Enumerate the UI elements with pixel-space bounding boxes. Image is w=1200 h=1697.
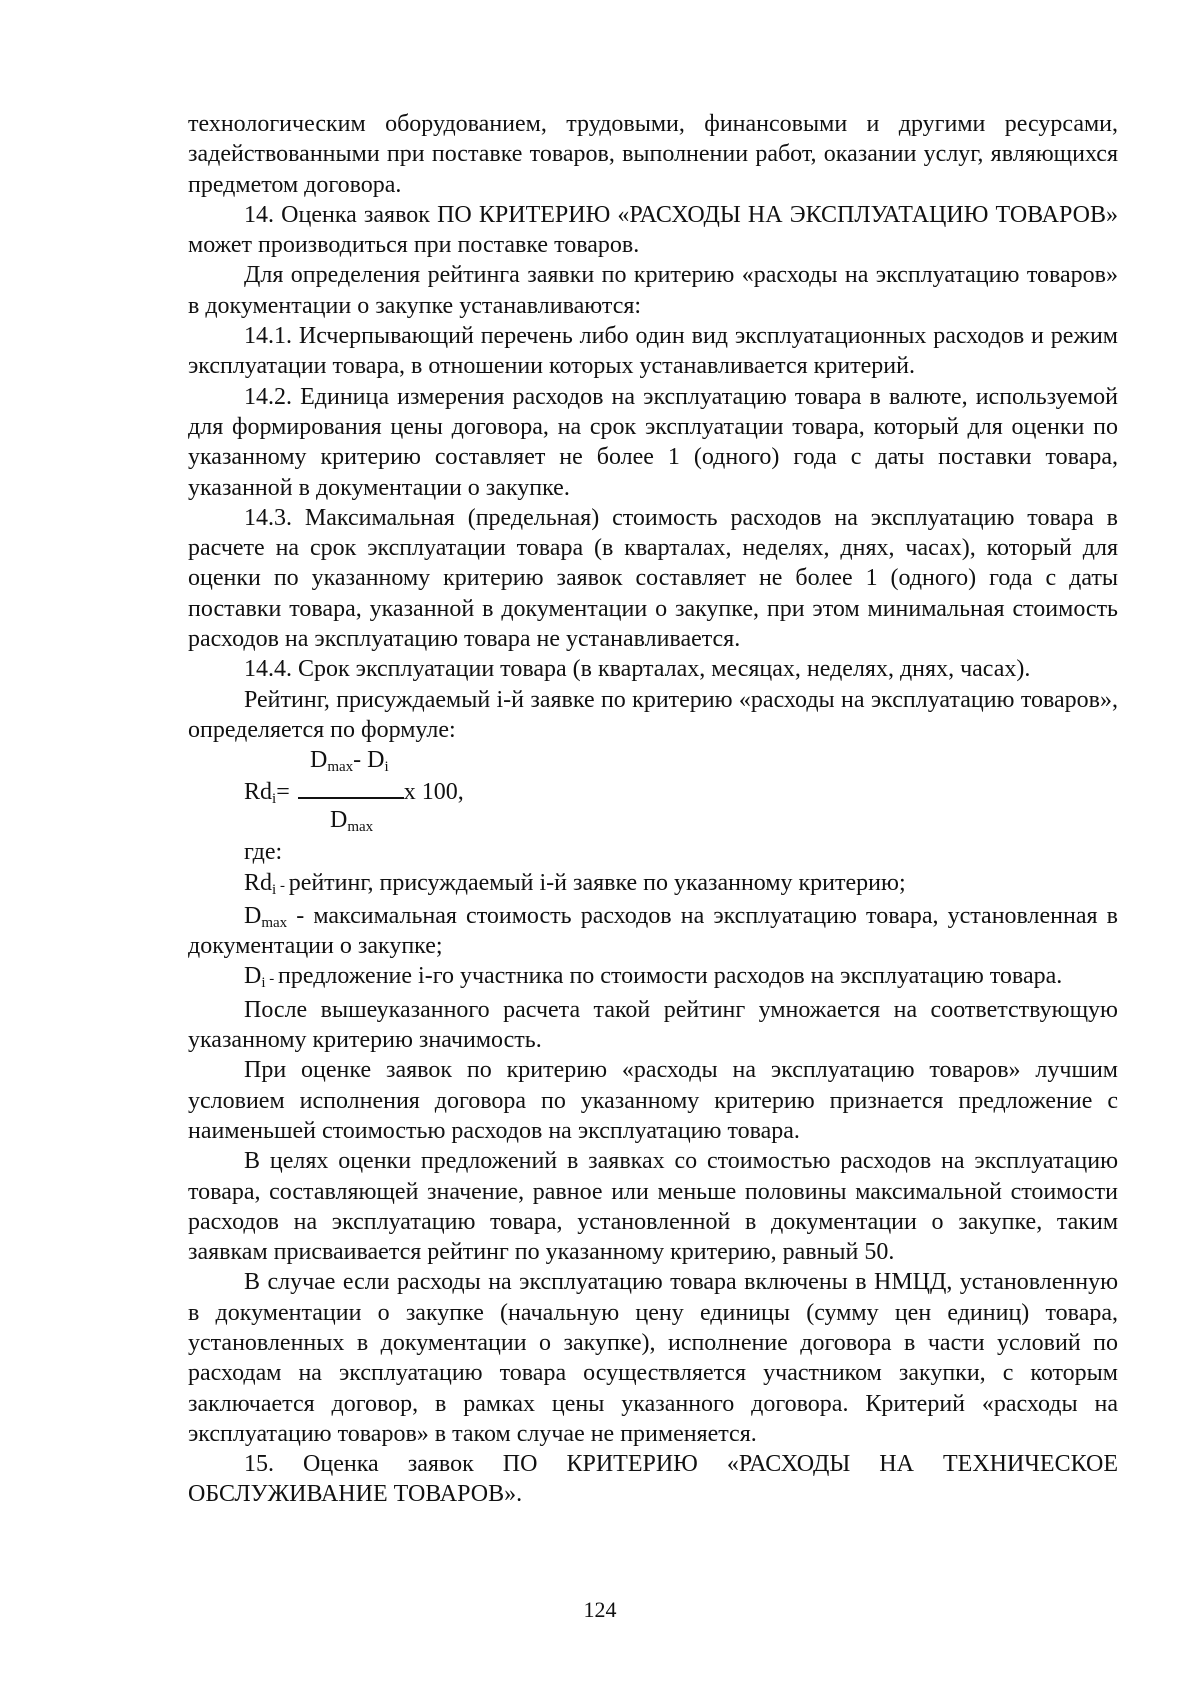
formula-minus: - [353,747,368,774]
formula-times: x 100, [403,779,464,806]
paragraph: Для определения рейтинга заявки по критерию «расходы на эксплуатацию товаров» в документации о закупке устанавливаются: [188,262,1118,319]
symbol-i-sub: i [272,881,277,898]
separator: - [287,902,314,929]
where-label: где: [244,839,283,866]
formula-d: D [367,747,385,774]
page-number: 124 [583,1597,617,1622]
rating-formula [188,745,1118,837]
formula-d: D [330,807,348,834]
definition-dmax [188,901,1118,962]
paragraph: При оценке заявок по критерию «расходы на эксплуатацию товаров» лучшим условием исполнения договора по указанному критерию признается предложение с наименьшей стоимостью расходов на эксплуатацию товара. [188,1057,1118,1144]
separator: - [265,971,279,988]
formula-max-sub: max [327,759,354,776]
paragraph: 14.4. Срок эксплуатации товара (в кварталах, месяцах, неделях, днях, часах). [244,656,1031,683]
paragraph: В целях оценки предложений в заявках со стоимостью расходов на эксплуатацию товара, составляющей значение, равное или меньше половины максимальной стоимости расходов на эксплуатацию товара, установленной в документации о закупке, таким заявкам присваивается рейтинг по указанному критерию, равный 50. [188,1148,1118,1266]
formula-numerator [310,745,389,775]
symbol-d: D [244,963,262,990]
fraction-bar [298,775,404,799]
paragraph: технологическим оборудованием, трудовыми, финансовыми и другими ресурсами, задействованными при поставке товаров, выполнении работ, оказании услуг, являющихся предметом договора. [188,111,1118,198]
paragraph: Рейтинг, присуждаемый i-й заявке по критерию «расходы на эксплуатацию товаров», определяется по формуле: [188,686,1118,743]
formula-lhs [244,775,464,807]
paragraph: После вышеуказанного расчета такой рейтинг умножается на соответствующую указанному критерию значимость. [188,996,1118,1054]
symbol-max-sub: max [261,914,288,931]
formula-i-sub: i [384,759,389,776]
definition-text: предложение i-го участника по стоимости расходов на эксплуатацию товара. [278,963,1063,990]
formula-rd: Rd [244,779,273,806]
paragraph: В случае если расходы на эксплуатацию товара включены в НМЦД, установленную в документации о закупке (начальную цену единицы (сумму цен единиц) товара, установленных в документации о закупке), исполнение договора в части условий по расходам на эксплуатацию товара осуществляется участником закупки, с которым заключается договор, в рамках цены указанного договора. Критерий «расходы на эксплуатацию товаров» в таком случае не применяется. [188,1269,1118,1447]
symbol-rd: Rd [244,869,273,896]
paragraph: 14.3. Максимальная (предельная) стоимость расходов на эксплуатацию товара в расчете на срок эксплуатации товара (в кварталах, неделях, днях, часах), который для оценки по указанному критерию заявок составляет не более 1 (одного) года с даты поставки товара, указанной в документации о закупке, при этом минимальная стоимость расходов на эксплуатацию товара не устанавливается. [188,504,1118,653]
separator: - [276,877,289,894]
formula-i-sub: i [272,791,277,808]
formula-d: D [310,747,328,774]
paragraph: 15. Оценка заявок ПО КРИТЕРИЮ «РАСХОДЫ НА ТЕХНИЧЕСКОЕ ОБСЛУЖИВАНИЕ ТОВАРОВ». [188,1451,1118,1508]
paragraph: 14.1. Исчерпывающий перечень либо один вид эксплуатационных расходов и режим эксплуатации товара, в отношении которых устанавливается критерий. [188,323,1118,380]
formula-denominator [330,805,373,835]
formula-equals: = [276,779,290,806]
definition-text: максимальная стоимость расходов на эксплуатацию товара, установленная в документации о закупке; [188,902,1118,960]
symbol-d: D [244,902,262,929]
formula-max-sub: max [347,819,374,836]
paragraph: 14. Оценка заявок ПО КРИТЕРИЮ «РАСХОДЫ НА ЭКСПЛУАТАЦИЮ ТОВАРОВ» может производиться при поставке товаров. [188,201,1118,259]
definition-di [188,961,1118,994]
definition-text: рейтинг, присуждаемый i-й заявке по указанному критерию; [288,869,906,896]
definition-rd [188,868,1118,901]
paragraph: 14.2. Единица измерения расходов на эксплуатацию товара в валюте, используемой для формирования цены договора, на срок эксплуатации товара, который для оценки по указанному критерию составляет не более 1 (одного) года с даты поставки товара, указанной в документации о закупке. [188,383,1118,501]
symbol-i-sub: i [261,975,266,992]
document-page [188,109,1118,1510]
